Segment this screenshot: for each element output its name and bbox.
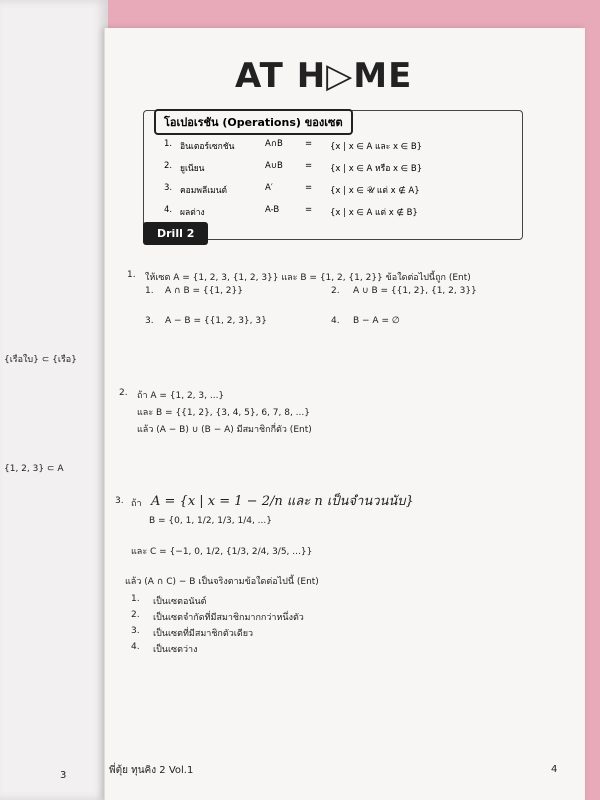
operation-sym: A′	[265, 183, 273, 193]
left-page	[0, 0, 108, 800]
q2-number: 2.	[119, 388, 128, 398]
q1-choice-3: A − B = {{1, 2, 3}, 3}	[165, 316, 267, 326]
q2-line-3: แล้ว (A − B) ∪ (B − A) มีสมาชิกกี่ตัว (Ent)	[137, 425, 312, 435]
q1-choice-2: A ∪ B = {{1, 2}, {1, 2, 3}}	[353, 286, 477, 296]
left-fragment-2: {1, 2, 3} ⊂ A	[4, 464, 64, 474]
q2-line-2: และ B = {{1, 2}, {3, 4, 5}, 6, 7, 8, ...}	[137, 408, 310, 418]
q3-if: ถ้า	[131, 499, 142, 509]
q3-choice-number: 1.	[131, 594, 140, 604]
operation-name: คอมพลีเมนต์	[180, 186, 228, 196]
left-fragment-1: {เรือใบ} ⊂ {เรือ}	[4, 355, 77, 365]
operation-sym: A∩B	[265, 139, 283, 149]
operation-eq: =	[305, 139, 313, 149]
q1-choice-1: A ∩ B = {{1, 2}}	[165, 286, 243, 296]
q3-choice-text: เป็นเซตจำกัดที่มีสมาชิกมากกว่าหนึ่งตัว	[153, 613, 304, 623]
footer-page-number: 4	[551, 764, 558, 775]
q1-choice-2-no: 2.	[331, 286, 340, 296]
right-page	[104, 28, 585, 800]
left-page-number: 3	[60, 770, 67, 781]
q3-number: 3.	[115, 496, 124, 506]
operation-sym: A∪B	[265, 161, 283, 171]
q3-choice-text: เป็นเซตว่าง	[153, 645, 198, 655]
q3-set-b: B = {0, 1, 1/2, 1/3, 1/4, ...}	[149, 516, 272, 526]
operation-eq: =	[305, 183, 313, 193]
at-home-logo: AT H▷ME	[235, 56, 413, 96]
q3-choice-number: 3.	[131, 626, 140, 636]
operation-eq: =	[305, 161, 313, 171]
q3-choice-number: 2.	[131, 610, 140, 620]
operation-def: {x | x ∈ 𝒰 แต่ x ∉ A}	[330, 186, 420, 196]
operation-no: 4.	[164, 205, 173, 215]
q1-number: 1.	[127, 270, 136, 280]
q1-choice-1-no: 1.	[145, 286, 154, 296]
q3-then: แล้ว (A ∩ C) − B เป็นจริงตามข้อใดต่อไปนี้ (Ent)	[125, 577, 319, 587]
operation-def: {x | x ∈ A แต่ x ∉ B}	[330, 208, 418, 218]
q3-set-a: A = {x | x = 1 − 2/n และ n เป็นจำนวนนับ}	[151, 494, 414, 509]
operation-row	[164, 139, 422, 153]
q1-stem: ให้เซต A = {1, 2, 3, {1, 2, 3}} และ B = {1, 2, {1, 2}} ข้อใดต่อไปนี้ถูก (Ent)	[145, 273, 471, 283]
operation-def: {x | x ∈ A และ x ∈ B}	[330, 142, 423, 152]
q3-choice-number: 4.	[131, 642, 140, 652]
drill-badge: Drill 2	[143, 222, 208, 245]
footer-book-title: พี่ตุ้ย ทุนคิง 2 Vol.1	[109, 765, 194, 776]
q1-choice-3-no: 3.	[145, 316, 154, 326]
operation-def: {x | x ∈ A หรือ x ∈ B}	[330, 164, 423, 174]
operation-no: 3.	[164, 183, 173, 193]
operation-name: ยูเนียน	[180, 164, 205, 174]
operation-row	[164, 183, 420, 197]
q1-choice-4-no: 4.	[331, 316, 340, 326]
operations-table	[143, 110, 523, 240]
operation-no: 2.	[164, 161, 173, 171]
operation-row	[164, 205, 418, 219]
operation-sym: A-B	[265, 205, 280, 215]
operation-no: 1.	[164, 139, 173, 149]
q1-choice-4: B − A = ∅	[353, 316, 400, 326]
q3-set-c: และ C = {−1, 0, 1/2, {1/3, 2/4, 3/5, ...}}	[131, 547, 313, 557]
operation-name: อินเตอร์เซกชัน	[180, 142, 235, 152]
q3-choice-text: เป็นเซตที่มีสมาชิกตัวเดียว	[153, 629, 254, 639]
operation-eq: =	[305, 205, 313, 215]
operation-row	[164, 161, 422, 175]
q3-choice-text: เป็นเซตอนันต์	[153, 597, 207, 607]
operations-title: โอเปอเรชัน (Operations) ของเซต	[154, 109, 353, 135]
operation-name: ผลต่าง	[180, 208, 205, 218]
q2-line-1: ถ้า A = {1, 2, 3, ...}	[137, 391, 225, 401]
